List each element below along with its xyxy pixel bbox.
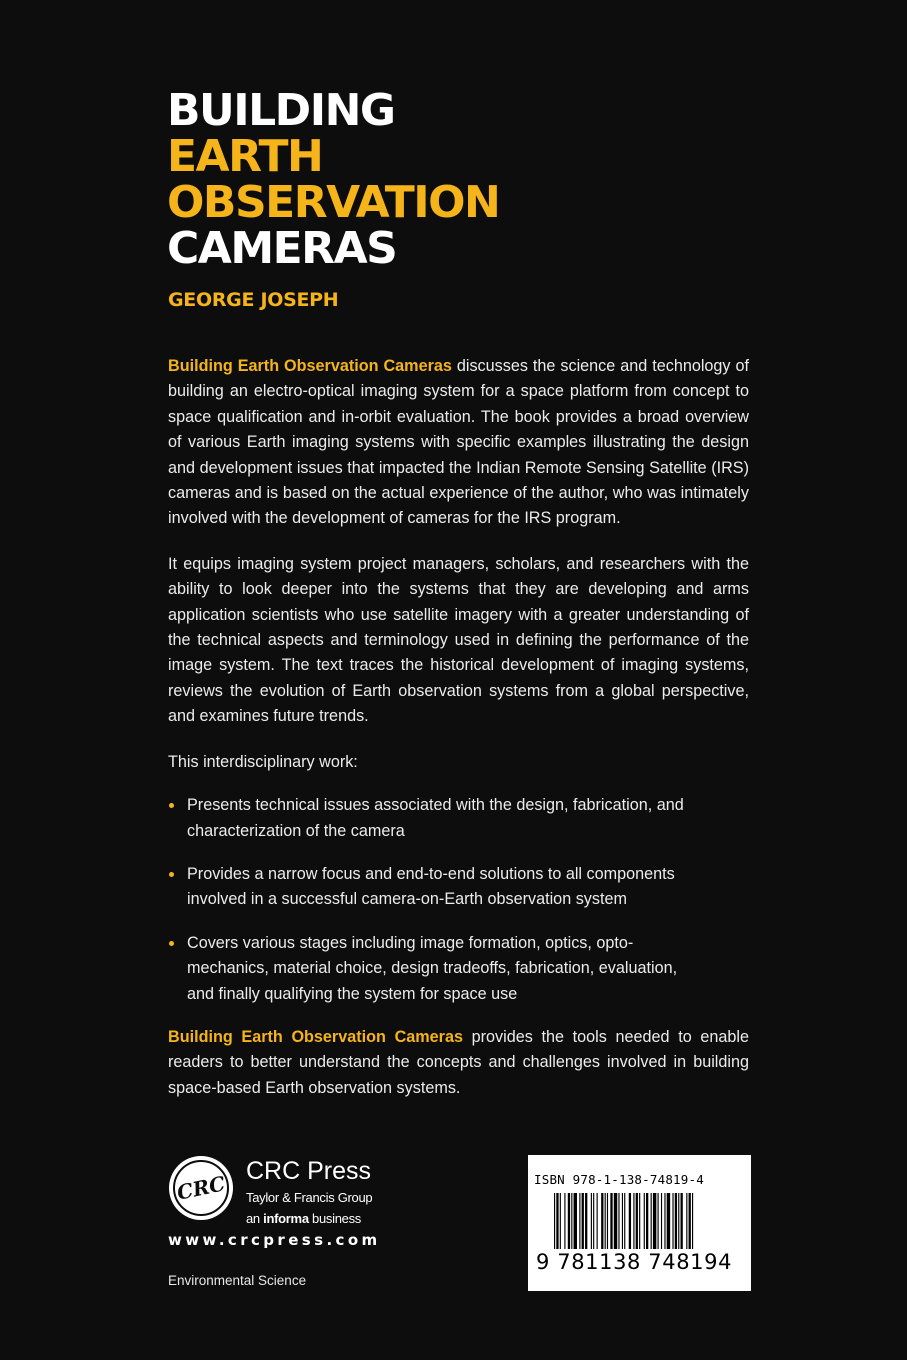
list-item-text: Presents technical issues associated with the design, fabrication, and characterization of the camera — [187, 796, 684, 840]
bullet-intro: This interdisciplinary work: — [168, 752, 358, 771]
title-line-cameras: CAMERAS — [167, 223, 397, 274]
list-item — [168, 931, 687, 1007]
crc-logo-text: CRC — [174, 1171, 228, 1205]
book-title-highlight: Building Earth Observation Cameras — [168, 357, 452, 375]
title-line-observation: OBSERVATION — [167, 177, 500, 228]
isbn-barcode — [528, 1155, 751, 1291]
crc-logo-icon — [168, 1155, 234, 1221]
bullet-dot-icon — [169, 803, 174, 808]
list-item — [168, 793, 687, 844]
barcode-bars-icon — [554, 1193, 744, 1249]
description-block — [168, 354, 749, 1121]
list-item-text: Covers various stages including image formation, optics, opto-mechanics, material choice, design tradeoffs, fabrication, evaluation, and finally qualifying the system for space use — [187, 933, 678, 1003]
publisher-url[interactable]: www.crcpress.com — [168, 1231, 381, 1249]
paragraph-1-text: discusses the science and technology of building an electro-optical imaging system for a space platform from concept to space qualification and in-orbit evaluation. The book provides a broad overview of various Earth imaging systems with specific examples illustrating the design and development issues that impacted the Indian Remote Sensing Satellite (IRS) cameras and is based on the actual experience of the author, who was intimately involved with the development of cameras for the IRS program. — [168, 357, 749, 528]
title-line-earth: EARTH — [167, 131, 323, 182]
book-title-highlight: Building Earth Observation Cameras — [168, 1027, 463, 1046]
publisher-name: CRC Press — [246, 1157, 372, 1185]
subject-category: Environmental Science — [168, 1273, 307, 1288]
isbn-label: ISBN 978-1-138-74819-4 — [534, 1172, 704, 1187]
bullet-dot-icon — [169, 941, 174, 946]
isbn-digits: 9 781138 748194 — [536, 1250, 733, 1274]
book-title — [167, 85, 500, 274]
publisher-business — [246, 1211, 361, 1226]
business-prefix: an — [246, 1211, 264, 1226]
feature-list — [168, 793, 749, 1007]
description-paragraph-2: It equips imaging system project managers, scholars, and researchers with the ability to look deeper into the systems that they are developing and arms application scientists who use satellite imagery with a greater understanding of the technical aspects and terminology used in defining the performance of the image system. The text traces the historical development of imaging systems, reviews the evolution of Earth observation systems from a global perspective, and examines future trends. — [168, 554, 749, 726]
publisher-group: Taylor & Francis Group — [246, 1190, 373, 1205]
description-paragraph-3 — [168, 1025, 749, 1101]
list-item-text: Provides a narrow focus and end-to-end solutions to all components involved in a successful camera-on-Earth observation system — [187, 864, 675, 909]
title-line-building: BUILDING — [167, 85, 395, 136]
paragraph-3-text: provides the tools needed to enable readers to better understand the concepts and challenges involved in building space-based Earth observation systems. — [168, 1027, 749, 1097]
bullet-dot-icon — [169, 872, 174, 877]
business-suffix: business — [308, 1211, 361, 1226]
business-brand: informa — [263, 1211, 309, 1226]
list-item — [168, 862, 687, 913]
description-paragraph-1 — [168, 354, 749, 532]
author-name: GEORGE JOSEPH — [168, 289, 339, 311]
